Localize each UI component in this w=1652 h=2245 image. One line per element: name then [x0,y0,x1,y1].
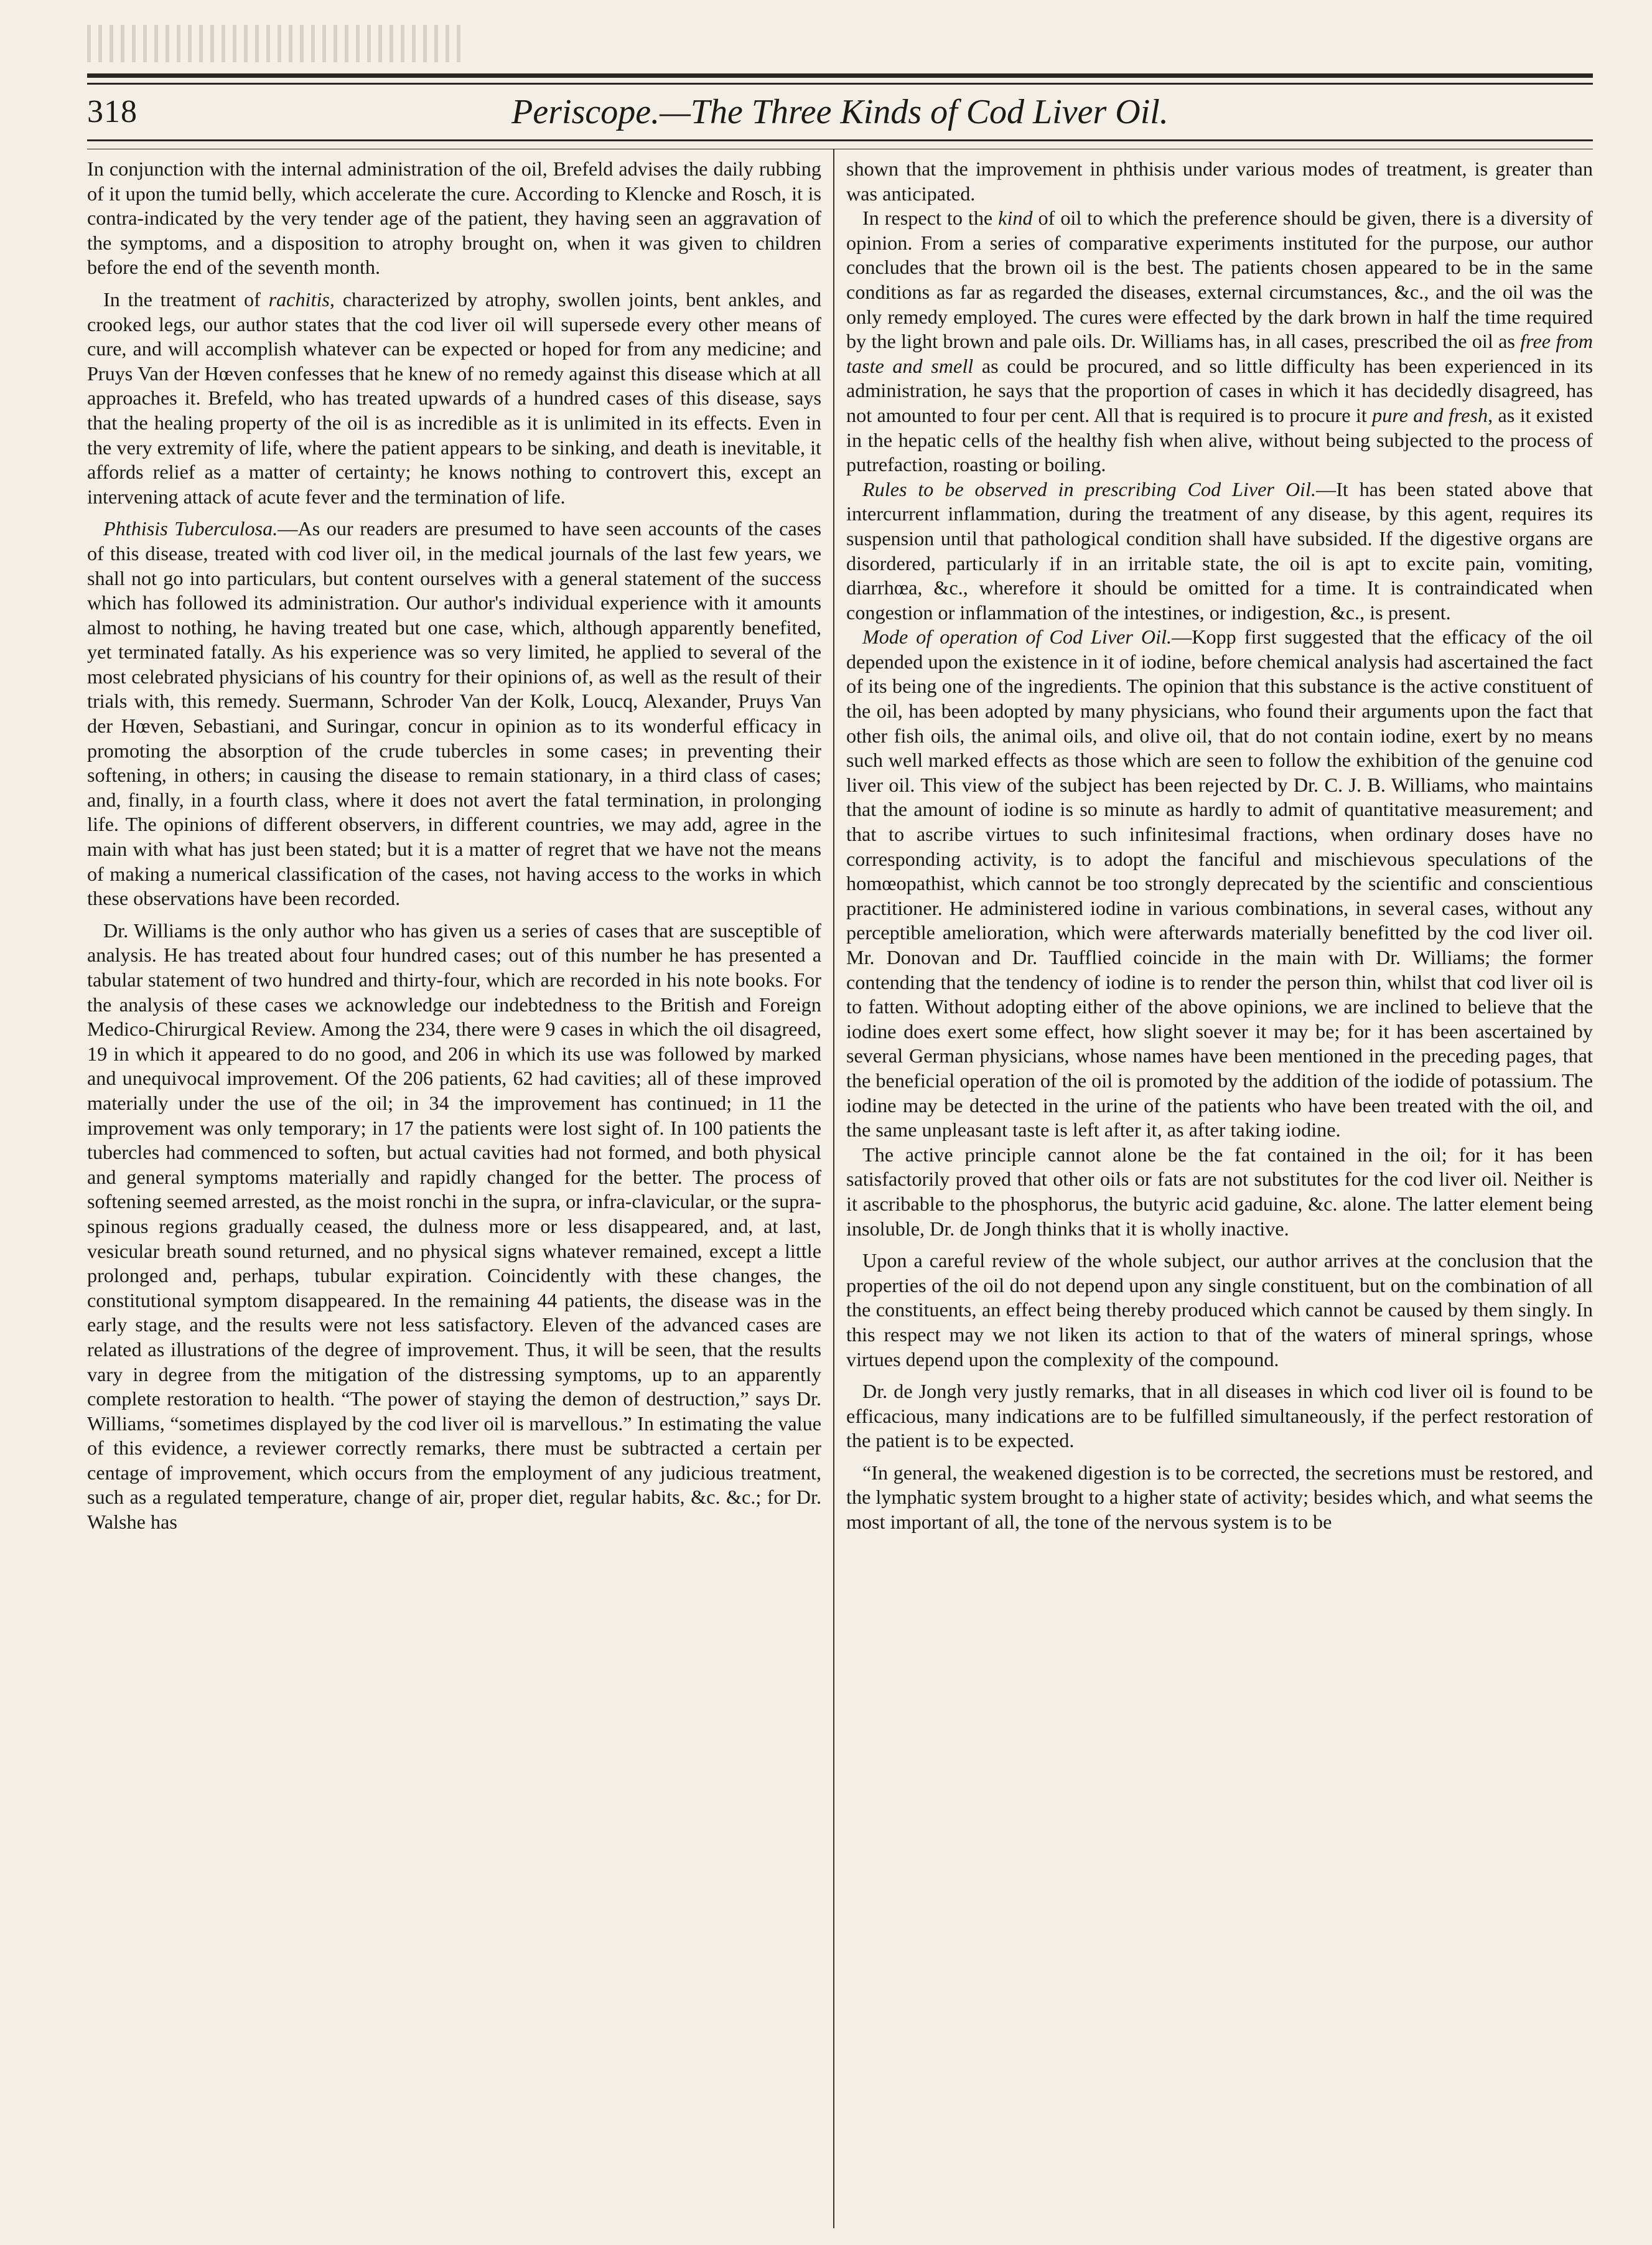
right-column [846,157,1593,2229]
page-header [87,91,1593,141]
paragraph: shown that the improvement in phthisis under various modes of treatment, is greater than was anticipated. [846,157,1593,205]
section-heading-rules: Rules to be observed in prescribing Cod Liver Oil. [862,477,1316,500]
column-divider [833,149,834,2228]
paragraph-kind-of-oil: In respect to the kind of oil to which the preference should be given, there is a diversity of opinion. From a series of comparative experiments instituted for the purpose, our author concludes that the brown oil is the best. The patients chosen appeared to be in the same conditions as far as regarded the diseases, external circumstances, &c., and the oil was the only remedy employed. The cures were effected by the dark brown in half the time required by the light brown and pale oils. Dr. Williams has, in all cases, prescribed the oil as free from taste and smell as could be procured, and so little difficulty has been experienced in its administration, he says that the proportion of cases in which it has decidedly disagreed, has not amounted to four per cent. All that is required is to procure it pure and fresh, as it existed in the hepatic cells of the healthy fish when alive, without being subjected to the process of putrefaction, roasting or boiling. [846,207,1593,476]
bleed-through-marks [87,25,460,62]
top-rule [87,73,1593,85]
page-number: 318 [87,94,138,129]
paragraph: Upon a careful review of the whole subject, our author arrives at the conclusion that the properties of the oil do not depend upon any single constituent, but on the combination of all the constituents, an effect being thereby produced which cannot be caused by them singly. In this respect may we not liken its action to that of the waters of mineral springs, whose virtues depend upon the complexity of the compound. [846,1249,1593,1371]
section-heading-phthisis: Phthisis Tuberculosa. [103,517,278,540]
paragraph: Dr. de Jongh very justly remarks, that in all diseases in which cod liver oil is found to be efficacious, many indications are to be fulfilled simultaneously, if the perfect restoration of the patient is to be expected. [846,1380,1593,1452]
paragraph-quote: “In general, the weakened digestion is to be corrected, the secretions must be restored, and the lymphatic system brought to a higher state of activity; besides which, and what seems the most important of all, the tone of the nervous system is to be [846,1461,1593,1534]
header-rule [87,139,1593,149]
section-heading-mode: Mode of operation of Cod Liver Oil. [862,626,1172,649]
term-rachitis: rachitis [268,288,330,311]
paragraph-rules: Rules to be observed in prescribing Cod Liver Oil.—It has been stated above that intercurrent inflammation, during the treatment of any disease, by this agent, requires its suspension until that pathological condition shall have subsided. If the digestive organs are disordered, particularly if in an irritable state, the oil is apt to excite pain, vomiting, diarrhœa, &c., wherefore it should be omitted for a time. It is contraindicated when congestion or inflammation of the intestines, or indigestion, &c., is present. [846,477,1593,624]
paragraph-rachitis: In the treatment of rachitis, characterized by atrophy, swollen joints, bent ankles, and crooked legs, our author states that the cod liver oil will supersede every other means of cure, and will accomplish whatever can be expected or hoped for from any medicine; and Pruys Van der Hœven confesses that he knew of no remedy against this disease which at all approaches it. Brefeld, who has treated upwards of a hundred cases of this disease, says that the healing property of the oil is as incredible as it is unlimited in its effects. Even in the very extremity of life, where the patient appears to be sinking, and death is inevitable, it affords relief as a matter of certainty; he knows nothing to controvert this, except an intervening attack of acute fever and the termination of life. [87,288,821,508]
paragraph-mode-of-operation: Mode of operation of Cod Liver Oil.—Kopp first suggested that the efficacy of the oil depended upon the existence in it of iodine, before chemical analysis had ascertained the fact of its being one of the ingredients. The opinion that this substance is the active constituent of the oil, has been adopted by many physicians, who found their arguments upon the fact that other fish oils, the animal oils, and olive oil, that do not contain iodine, exert by no means such well marked effects as those which are seen to follow the exhibition of the genuine cod liver oil. This view of the subject has been rejected by Dr. C. J. B. Williams, who maintains that the amount of iodine is so minute as hardly to admit of quantitative measurement; and that to ascribe virtues to such infinitesimal fractions, when ordinary doses have no corresponding activity, is to adopt the fanciful and mischievous speculations of the homœopathist, which cannot be too strongly deprecated by the scientific and conscientious practitioner. He administered iodine in various combinations, in several cases, without any perceptible amelioration, which were afterwards materially benefitted by the cod liver oil. Mr. Donovan and Dr. Taufflied coincide in the main with Dr. Williams; the former contending that the tendency of iodine is to render the person thin, whilst that cod liver oil is to fatten. Without adopting either of the above opinions, we are inclined to believe that the iodine does exert some effect, how slight soever it may be; for it has been ascertained by several German physicians, whose names have been mentioned in the preceding pages, that the beneficial operation of the oil is promoted by the addition of the iodide of potassium. The iodine may be detected in the urine of the patients who have been treated with the oil, and the same unpleasant taste is left after it, as after taking iodine. [846,626,1593,1141]
paragraph-phthisis: Phthisis Tuberculosa.—As our readers are presumed to have seen accounts of the cases of this disease, treated with cod liver oil, in the medical journals of the last few years, we shall not go into particulars, but content ourselves with a general statement of the success which has followed its administration. Our author's individual experience with it amounts almost to nothing, he having treated but one case, which, although apparently benefited, yet terminated fatally. As his experience was so very limited, he applied to several of the most celebrated physicians of his country for their opinions of, as well as the result of their trials with, this remedy. Suermann, Schroder Van der Kolk, Loucq, Alexander, Pruys Van der Hœven, Sebastiani, and Suringar, concur in opinion as to its wonderful efficacy in promoting the absorption of the crude tubercles in some cases; in preventing their softening, in others; in causing the disease to remain stationary, in a third class of cases; and, finally, in a fourth class, where it does not avert the fatal termination, in prolonging life. The opinions of different observers, in different countries, we may add, agree in the main with what has just been stated; but it is a matter of regret that we have not the means of making a numerical classification of the cases, not having access to the works in which these observations have been recorded. [87,517,821,910]
paragraph: In conjunction with the internal administration of the oil, Brefeld advises the daily rubbing of it upon the tumid belly, which accelerate the cure. According to Klencke and Rosch, it is contra-indicated by the very tender age of the patient, they having seen an aggravation of the symptoms, and a disposition to atrophy brought on, when it was given to children before the end of the seventh month. [87,157,821,279]
running-title: Periscope.—The Three Kinds of Cod Liver Oil. [511,93,1169,131]
paragraph-williams: Dr. Williams is the only author who has given us a series of cases that are susceptible of analysis. He has treated about four hundred cases; out of this number he has presented a tabular statement of two hundred and thirty-four, which are recorded in his note books. For the analysis of these cases we acknowledge our indebtedness to the British and Foreign Medico-Chirurgical Review. Among the 234, there were 9 cases in which the oil disagreed, 19 in which it appeared to do no good, and 206 in which its use was followed by marked and unequivocal improvement. Of the 206 patients, 62 had cavities; all of these improved materially under the use of the oil; in 34 the improvement has continued; in 11 the improvement was only temporary; in 17 the patients were lost sight of. In 100 patients the tubercles had commenced to soften, but actual cavities had not formed, and both physical and general symptoms materially and rapidly changed for the better. The process of softening seemed arrested, as the moist ronchi in the supra, or infra-clavicular, or the supra-spinous regions gradually ceased, the dulness more or less disappeared, and, at last, vesicular breath sound returned, and no physical signs whatever remained, except a little prolonged and, perhaps, tubular expiration. Coincidently with these changes, the constitutional symptom disappeared. In the remaining 44 patients, the disease was in the early stage, and the results were not less satisfactory. Eleven of the advanced cases are related as illustrations of the degree of improvement. Thus, it will be seen, that the results vary in degree from the mitigation of the distressing symptoms, up to an apparently complete restoration to health. “The power of staying the demon of destruction,” says Dr. Williams, “sometimes displayed by the cod liver oil is marvellous.” In estimating the value of this evidence, a reviewer correctly remarks, there must be subtracted a certain per centage of improvement, which occurs from the employment of any judicious treatment, such as a regulated temperature, change of air, proper diet, regular habits, &c. &c.; for Dr. Walshe has [87,919,821,1534]
left-column [87,157,821,2229]
paragraph: The active principle cannot alone be the fat contained in the oil; for it has been satisfactorily proved that other oils or fats are not substitutes for the cod liver oil. Neither is it ascribable to the phosphorus, the butyric acid gaduine, &c. alone. The latter element being insoluble, Dr. de Jongh thinks that it is wholly inactive. [846,1143,1593,1240]
